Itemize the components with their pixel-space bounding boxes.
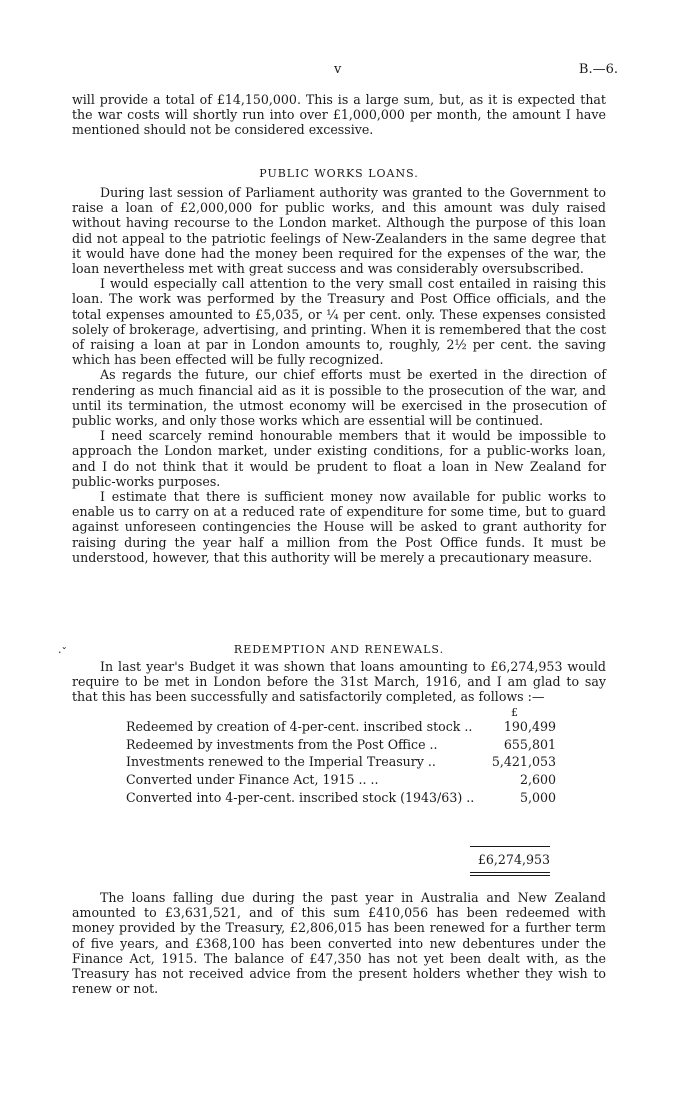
paragraph: In last year's Budget it was shown that loans amounting to £6,274,953 would require to be met in London before the 31st March, 1916, and I am glad to say that this has been successfully and satisfactorily completed, as follows :—: [72, 659, 606, 705]
row-description: Converted into 4-per-cent. inscribed stock (1943/63) ..: [126, 789, 475, 805]
closing-section: [72, 890, 606, 996]
row-description: Investments renewed to the Imperial Treasury ..: [126, 754, 436, 770]
row-amount: 655,801: [503, 736, 556, 752]
currency-column-heading: £: [511, 706, 518, 719]
row-amount: 2,600: [519, 772, 556, 788]
paragraph: The loans falling due during the past year in Australia and New Zealand amounted to £3,631,521, and of this sum £410,056 has been redeemed with money provided by the Treasury, £2,806,015 has been renewed for a further term of five years, and £368,100 has been converted into new debentures under the Finance Act, 1915. The balance of £47,350 has not yet been dealt with, as the Treasury has not received advice from the present holders whether they wish to renew or not.: [72, 890, 606, 997]
table-row: [126, 753, 556, 771]
table-row: [126, 736, 556, 754]
row-amount: 5,421,053: [491, 754, 556, 770]
row-description: Redeemed by creation of 4-per-cent. inscribed stock ..: [126, 719, 473, 735]
paragraph: As regards the future, our chief efforts must be exerted in the direction of rendering as much financial aid as it is possible to the prosecution of the war, and until its termination, the utmost economy will be exercised in the prosecution of public works, and only those works which are essential will be continued.: [72, 367, 606, 429]
row-description: Redeemed by investments from the Post Office ..: [126, 736, 438, 752]
paragraph: During last session of Parliament authority was granted to the Government to raise a loan of £2,000,000 for public works, and this amount was duly raised without having recourse to the London market. Although the purpose of this loan did not appeal to the patriotic feelings of New-Zealanders in the same degree that it would have done had the money been required for the expenses of the war, the loan nevertheless met with great success and was considerably oversubscribed.: [72, 185, 606, 277]
paragraph: I would especially call attention to the very small cost entailed in raising this loan. The work was performed by the Treasury and Post Office officials, and the total expenses amounted to £5,035, or ¼ per cent. only. These expenses consisted solely of brokerage, advertising, and printing. When it is remembered that the cost of raising a loan at par in London amounts to, roughly, 2½ per cent. the saving which has been effected will be fully recognized.: [72, 276, 606, 368]
paragraph: I need scarcely remind honourable members that it would be impossible to approach the London market, under existing conditions, for a public-works loan, and I do not think that it would be prudent to float a loan in New Zealand for public-works purposes.: [72, 428, 606, 489]
margin-mark: ·ˇ: [58, 646, 67, 659]
double-rule-bottom: [470, 875, 550, 876]
double-rule-top: [470, 872, 550, 873]
table-row: [126, 718, 556, 736]
page-numeral: v: [334, 62, 342, 77]
sum-rule: [470, 846, 550, 847]
redemption-table: [126, 718, 556, 806]
table-row: [126, 771, 556, 789]
paragraph: I estimate that there is sufficient money now available for public works to enable us to carry on at a reduced rate of expenditure for some time, but to guard against unforeseen contingencies the House will be asked to grant authority for raising during the year half a million from the Post Office funds. It must be understood, however, that this authority will be merely a precautionary measure.: [72, 489, 606, 565]
row-amount: 5,000: [519, 789, 556, 805]
public-works-section: [72, 185, 606, 565]
section-heading-redemption: REDEMPTION AND RENEWALS.: [233, 643, 445, 656]
table-total: £6,274,953: [477, 852, 550, 867]
section-heading-public-works: PUBLIC WORKS LOANS.: [259, 167, 419, 180]
intro-paragraph: will provide a total of £14,150,000. This is a large sum, but, as it is expected that the war costs will shortly run into over £1,000,000 per month, the amount I have mentioned should not be considered excessive.: [72, 92, 606, 138]
document-reference: B.—6.: [578, 62, 618, 77]
redemption-intro-section: [72, 659, 606, 705]
intro-section: [72, 92, 606, 138]
table-row: [126, 788, 556, 806]
row-amount: 190,499: [503, 719, 556, 735]
row-description: Converted under Finance Act, 1915 .. ..: [126, 772, 379, 788]
